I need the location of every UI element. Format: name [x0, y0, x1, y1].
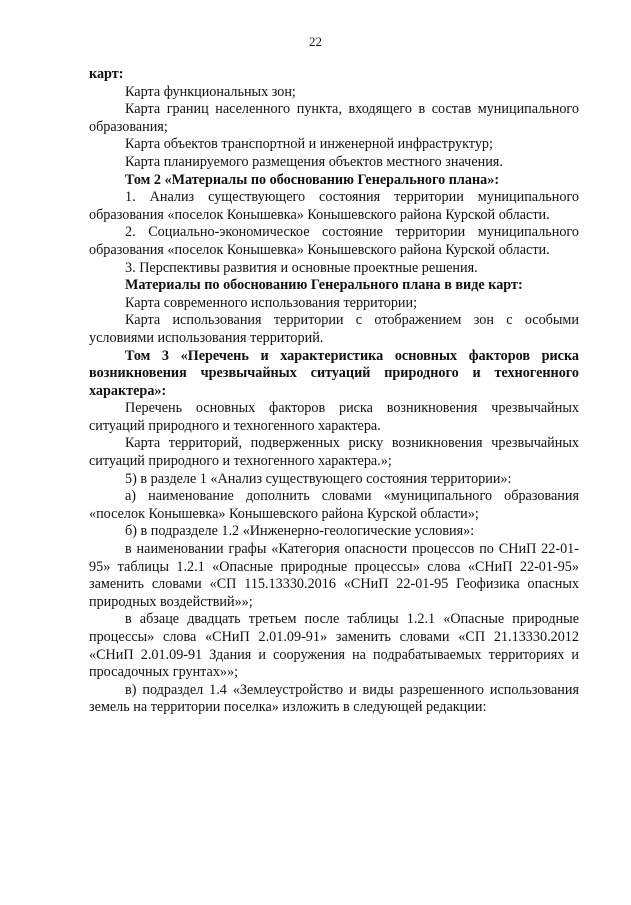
- paragraph-infrastructure-map: Карта объектов транспортной и инженерной инфраструктур;: [125, 136, 493, 153]
- document-body: [89, 66, 579, 717]
- paragraph-amendment-b: б) в подразделе 1.2 «Инженерно-геологические условия»:: [125, 523, 475, 540]
- paragraph-item-1: 1. Анализ существующего состояния территории муниципального образования «поселок Конышевка» Конышевского района Курской области.: [89, 189, 579, 223]
- paragraph-maps-heading: карт:: [89, 66, 124, 82]
- paragraph-amendment-v: в) подраздел 1.4 «Землеустройство и виды разрешенного использования земель на территории поселка» изложить в следующей редакции:: [89, 681, 579, 716]
- paragraph-risk-territories-map: Карта территорий, подверженных риску возникновения чрезвычайных ситуаций природного и техногенного характера.»;: [89, 435, 579, 470]
- paragraph-amendment-a: а) наименование дополнить словами «муниципального образования «поселок Конышевка» Конышевского района Курской области»;: [89, 488, 579, 522]
- paragraph-volume-2-heading: Том 2 «Материалы по обоснованию Генерального плана»:: [125, 171, 500, 188]
- paragraph-amendment-5: 5) в разделе 1 «Анализ существующего состояния территории»:: [125, 470, 512, 487]
- paragraph-risk-factors-list: Перечень основных факторов риска возникновения чрезвычайных ситуаций природного и техногенного характера.: [89, 400, 579, 434]
- paragraph-functional-zones-map: Карта функциональных зон;: [125, 83, 296, 100]
- paragraph-special-zones-map: Карта использования территории с отображением зон с особыми условиями использования территорий.: [89, 312, 579, 346]
- paragraph-item-3: 3. Перспективы развития и основные проектные решения.: [125, 259, 478, 276]
- page-number: 22: [309, 34, 322, 49]
- paragraph-23rd-clause-change: в абзаце двадцать третьем после таблицы 1.2.1 «Опасные природные процессы» слова «СНиП 2.01.09-91» заменить словами «СП 21.13330.2012 «СНиП 2.01.09-91 Здания и сооружения на подрабатываемых территориях и просадочных грунтах»»;: [89, 611, 579, 681]
- paragraph-maps-materials-heading: Материалы по обоснованию Генерального плана в виде карт:: [125, 277, 523, 294]
- paragraph-item-2: 2. Социально-экономическое состояние территории муниципального образования «поселок Конышевка» Конышевского района Курской области.: [89, 224, 579, 258]
- paragraph-current-use-map: Карта современного использования территории;: [125, 294, 418, 311]
- paragraph-local-objects-map: Карта планируемого размещения объектов местного значения.: [125, 153, 503, 170]
- paragraph-boundaries-map: Карта границ населенного пункта, входящего в состав муниципального образования;: [89, 101, 579, 135]
- paragraph-volume-3-heading: Том 3 «Перечень и характеристика основных факторов риска возникновения чрезвычайных ситуаций природного и техногенного характера»:: [89, 347, 579, 399]
- paragraph-column-name-change: в наименовании графы «Категория опасности процессов по СНиП 22-01-95» таблицы 1.2.1 «Опасные природные процессы» слова «СНиП 22-01-95» заменить словами «СП 115.13330.2016 «СНиП 22-01-95 Геофизика опасных природных воздействий»»;: [89, 541, 579, 610]
